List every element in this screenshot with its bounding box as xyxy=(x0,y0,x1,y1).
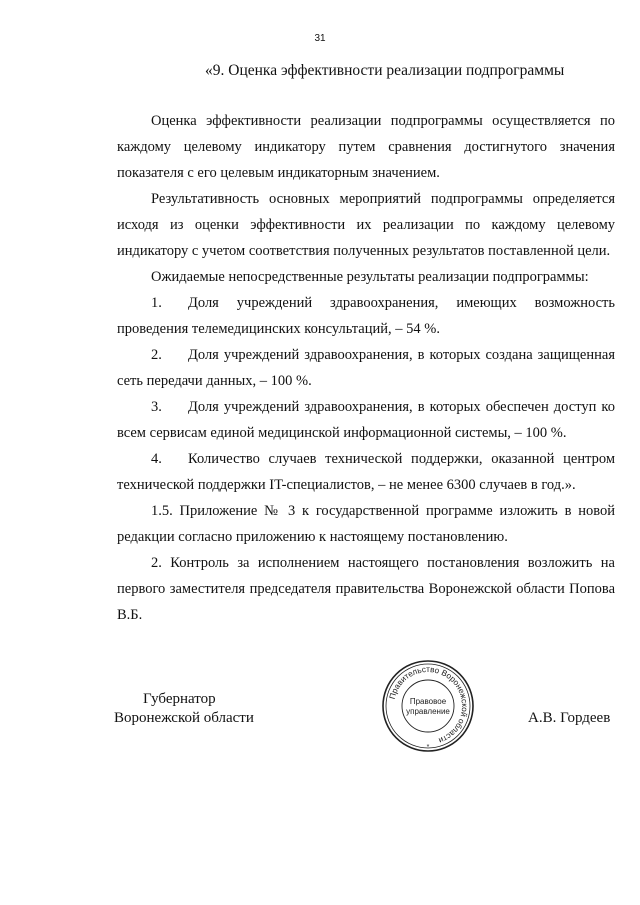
document-body xyxy=(117,108,615,628)
paragraph: Оценка эффективности реализации подпрограммы осуществляется по каждому целевому индикатору путем сравнения достигнутого значения показателя с его целевым индикаторным значением. xyxy=(117,113,615,181)
result-text: Количество случаев технической поддержки, оказанной центром технической поддержки IT-специалистов, – не менее 6300 случаев в год.». xyxy=(117,451,615,493)
signatory-region: Воронежской области xyxy=(114,710,254,726)
stamp-center-ring xyxy=(402,680,454,732)
official-stamp xyxy=(380,658,476,754)
page-number: 31 xyxy=(314,33,326,44)
stamp-ring-text: Правительство Воронежской области xyxy=(387,664,470,746)
result-number: 3. xyxy=(151,399,162,415)
result-text: Доля учреждений здравоохранения, имеющих возможность проведения телемедицинских консультаций, – 54 %. xyxy=(117,295,615,337)
result-text: Доля учреждений здравоохранения, в которых обеспечен доступ ко всем сервисам единой медицинской информационной системы, – 100 %. xyxy=(117,399,615,441)
stamp-outer-ring xyxy=(383,661,473,751)
result-number: 4. xyxy=(151,451,162,467)
result-number: 2. xyxy=(151,347,162,363)
result-text: Доля учреждений здравоохранения, в которых создана защищенная сеть передачи данных, – 100 %. xyxy=(117,347,615,389)
result-number: 1. xyxy=(151,295,162,311)
result-item xyxy=(117,342,615,394)
signatory-name: А.В. Гордеев xyxy=(528,710,611,726)
paragraph: 2. Контроль за исполнением настоящего постановления возложить на первого заместителя председателя правительства Воронежской области Попова В.Б. xyxy=(117,555,615,623)
stamp-center-text-2: управление xyxy=(406,707,450,716)
section-heading: «9. Оценка эффективности реализации подпрограммы xyxy=(205,62,565,79)
stamp-star-icon: * xyxy=(426,744,430,751)
result-item xyxy=(117,446,615,498)
paragraph: 1.5. Приложение № 3 к государственной программе изложить в новой редакции согласно приложению к настоящему постановлению. xyxy=(117,503,615,545)
result-item xyxy=(117,290,615,342)
stamp-center-text-1: Правовое xyxy=(409,697,447,706)
result-item xyxy=(117,394,615,446)
stamp-inner-ring xyxy=(386,664,470,748)
stamp-graphic xyxy=(380,658,476,754)
signatory-title: Губернатор xyxy=(143,691,216,707)
paragraph: Результативность основных мероприятий подпрограммы определяется исходя из оценки эффективности их реализации по каждому целевому индикатору с учетом соответствия полученных результатов поставленной цели. xyxy=(117,191,615,259)
paragraph: Ожидаемые непосредственные результаты реализации подпрограммы: xyxy=(151,269,589,285)
signature-block xyxy=(0,686,640,766)
